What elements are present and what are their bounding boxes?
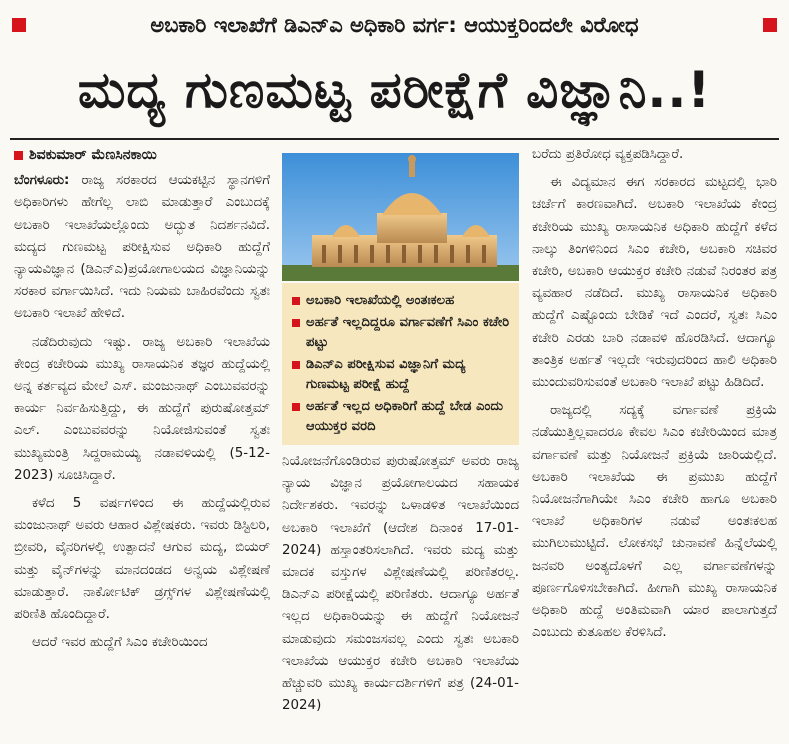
highlight-item <box>292 291 511 311</box>
dateline: ಬೆಂಗಳೂರು: <box>14 173 70 189</box>
paragraph: ಈ ವಿದ್ಯಮಾನ ಈಗ ಸರಕಾರದ ಮಟ್ಟದಲ್ಲಿ ಭಾರಿ ಚರ್ಚೆಗೆ ಕಾರಣವಾಗಿದೆ. ಅಬಕಾರಿ ಇಲಾಖೆಯ ಕೇಂದ್ರ ಕಚೇರಿಯ ಮುಖ್ಯ ರಾಸಾಯನಿಕ ಅಧಿಕಾರಿ ಹುದ್ದೆಗೆ ಕಳೆದ ನಾಲ್ಕು ತಿಂಗಳಿನಿಂದ ಸಿಎಂ ಕಚೇರಿ, ಅಬಕಾರಿ ಸಚಿವರ ಕಚೇರಿ, ಅಬಕಾರಿ ಆಯುಕ್ತರ ಕಚೇರಿ ನಡುವೆ ನಿರಂತರ ಪತ್ರ ವ್ಯವಹಾರ ನಡೆದಿದೆ. ಮುಖ್ಯ ರಾಸಾಯನಿಕ ಅಧಿಕಾರಿ ಹುದ್ದೆಗೆ ಎಷ್ಟೊಂದು ಬೇಡಿಕೆ ಇದೆ ಎಂದರೆ, ಸ್ವತಃ ಸಿಎಂ ಕಚೇರಿ ಎರಡು ಬಾರಿ ನಡಾವಳಿ ಹೊರಡಿಸಿದೆ. ಆದಾಗ್ಯೂ ತಾಂತ್ರಿಕ ಅರ್ಹತೆ ಇಲ್ಲದೇ ಇರುವುದರಿಂದ ಹಾಲಿ ಅಧಿಕಾರಿ ಮುಂದುವರಿಸುವಂತೆ ಅಬಕಾರಿ ಇಲಾಖೆ ಪಟ್ಟು ಹಿಡಿದಿದೆ. <box>532 175 777 391</box>
vidhana-soudha-photo <box>282 153 519 281</box>
highlight-item <box>292 313 511 353</box>
paragraph-text: ರಾಜ್ಯ ಸರಕಾರದ ಆಯಕಟ್ಟಿನ ಸ್ಥಾನಗಳಿಗೆ ಅಧಿಕಾರಿಗಳು ಹೇಗೆಲ್ಲ ಲಾಬಿ ಮಾಡುತ್ತಾರೆ ಎಂಬುದಕ್ಕೆ ಅಬಕಾರಿ ಇಲಾಖೆಯಲ್ಲೊಂದು ಅದ್ಭುತ ನಿದರ್ಶನವಿದೆ. ಮದ್ಯದ ಗುಣಮಟ್ಟ ಪರೀಕ್ಷಿಸುವ ಅಧಿಕಾರಿ ಹುದ್ದೆಗೆ ನ್ಯಾಯವಿಜ್ಞಾನ (ಡಿಎನ್ಎ)ಪ್ರಯೋಗಾಲಯದ ವಿಜ್ಞಾನಿಯನ್ನು ಸರಕಾರ ವರ್ಗಾಯಿಸಿದೆ. ಇದು ನಿಯಮ ಬಾಹಿರವೆಂದು ಸ್ವತಃ ಅಬಕಾರಿ ಇಲಾಖೆ ಹೇಳಿದೆ. <box>14 173 270 322</box>
highlights-box <box>282 283 519 445</box>
paragraph: ಕಳೆದ 5 ವರ್ಷಗಳಿಂದ ಈ ಹುದ್ದೆಯಲ್ಲಿರುವ ಮಂಜುನಾಥ್ ಅವರು ಆಹಾರ ವಿಶ್ಲೇಷಕರು. ಇವರು ಡಿಸ್ಟಿಲರಿ, ಬ್ರೀವರಿ, ವೈನರಿಗಳಲ್ಲಿ ಉತ್ಪಾದನೆ ಆಗುವ ಮದ್ಯ, ಬಿಯರ್ ಮತ್ತು ವೈನ್‌ಗಳನ್ನು ಮಾನದಂಡದ ಅನ್ವಯ ವಿಶ್ಲೇಷಣೆ ಮಾಡುತ್ತಾರೆ. ನಾರ್ಕೋಟಿಕ್ ಡ್ರಗ್ಸ್‌ಗಳ ವಿಶ್ಲೇಷಣೆಯಲ್ಲಿ ಪರಿಣಿತಿ ಹೊಂದಿದ್ದಾರೆ. <box>14 496 270 623</box>
headline: ಮದ್ಯ ಗುಣಮಟ್ಟ ಪರೀಕ್ಷೆಗೆ ವಿಜ್ಞಾನಿ..! <box>77 60 712 119</box>
paragraph: ನಡೆದಿರುವುದು ಇಷ್ಟು. ರಾಜ್ಯ ಅಬಕಾರಿ ಇಲಾಖೆಯ ಕೇಂದ್ರ ಕಚೇರಿಯ ಮುಖ್ಯ ರಾಸಾಯನಿಕ ತಜ್ಞರ ಹುದ್ದೆಯಲ್ಲಿ ಅನ್ನ ಕರ್ತವ್ಯದ ಮೇಲೆ ಎಸ್. ಮಂಜುನಾಥ್ ಎಂಬುವವರನ್ನು ಕಾರ್ಯ ನಿರ್ವಹಿಸುತ್ತಿದ್ದು, ಈ ಹುದ್ದೆಗೆ ಪುರುಷೋತ್ತಮ್ ಎಲ್. ಎಂಬುವವರನ್ನು ನಿಯೋಜಿಸುವಂತೆ ಸ್ವತಃ ಮುಖ್ಯಮಂತ್ರಿ ಸಿದ್ದರಾಮಯ್ಯ ನಡಾವಳಿಯಲ್ಲಿ (5-12-2023) ಸೂಚಿಸಿದ್ದಾರೆ. <box>14 334 270 483</box>
red-square-icon <box>292 297 300 305</box>
red-square-icon <box>763 18 777 32</box>
highlight-text: ಅಬಕಾರಿ ಇಲಾಖೆಯಲ್ಲಿ ಅಂತಃಕಲಹ <box>306 293 455 308</box>
red-square-icon <box>292 319 300 327</box>
red-square-icon <box>292 361 300 369</box>
highlight-text: ಡಿಎನ್ಎ ಪರೀಕ್ಷಿಸುವ ವಿಜ್ಞಾನಿಗೆ ಮದ್ಯ ಗುಣಮಟ್ಟ ಪರೀಕ್ಷೆ ಹುದ್ದೆ <box>306 357 466 392</box>
kicker-text: ಅಬಕಾರಿ ಇಲಾಖೆಗೆ ಡಿಎನ್ಎ ಅಧಿಕಾರಿ ವರ್ಗ: ಆಯುಕ್ತರಿಂದಲೇ ವಿರೋಧ <box>150 12 639 37</box>
highlight-item <box>292 397 511 437</box>
byline <box>14 144 270 166</box>
paragraph: ನಿಯೋಜನೆಗೊಂಡಿರುವ ಪುರುಷೋತ್ತಮ್ ಅವರು ರಾಜ್ಯ ನ್ಯಾಯ ವಿಜ್ಞಾನ ಪ್ರಯೋಗಾಲಯದ ಸಹಾಯಕ ನಿರ್ದೇಶಕರು. ಇವರನ್ನು ಒಳಾಡಳಿತ ಇಲಾಖೆಯಿಂದ ಅಬಕಾರಿ ಇಲಾಖೆಗೆ (ಆದೇಶ ದಿನಾಂಕ 17-01-2024) ಹಸ್ತಾಂತರಿಸಲಾಗಿದೆ. ಇವರು ಮದ್ಯ ಮತ್ತು ಮಾದಕ ವಸ್ತುಗಳ ವಿಶ್ಲೇಷಣೆಯಲ್ಲಿ ಪರಿಣಿತರಲ್ಲ. ಡಿಎನ್ಎ ಪರೀಕ್ಷೆಯಲ್ಲಿ ಪರಿಣಿತರು. ಆದಾಗ್ಯೂ ಅರ್ಹತೆ ಇಲ್ಲದ ಅಧಿಕಾರಿಯನ್ನು ಈ ಹುದ್ದೆಗೆ ನಿಯೋಜನೆ ಮಾಡುವುದು ಸಮಂಜಸವಲ್ಲ ಎಂದು ಸ್ವತಃ ಅಬಕಾರಿ ಇಲಾಖೆಯ ಆಯುಕ್ತರ ಕಚೇರಿ ಅಬಕಾರಿ ಇಲಾಖೆಯ ಹೆಚ್ಚುವರಿ ಮುಖ್ಯ ಕಾರ್ಯದರ್ಶಿಗಳಿಗೆ ಪತ್ರ (24-01-2024) <box>282 454 519 714</box>
article-column-1 <box>14 144 270 740</box>
byline-author: ಶಿವಕುಮಾರ್ ಮೆಣಸಿನಕಾಯಿ <box>29 147 157 163</box>
divider <box>10 138 779 140</box>
highlight-item <box>292 355 511 395</box>
vidhana-soudha-image <box>282 153 519 281</box>
paragraph: ಆದರೆ ಇವರ ಹುದ್ದೆಗೆ ಸಿಎಂ ಕಚೇರಿಯಿಂದ <box>32 635 208 651</box>
article-column-2 <box>282 451 519 740</box>
article-column-3 <box>532 144 777 740</box>
paragraph: ಬರೆದು ಪ್ರತಿರೋಧ ವ್ಯಕ್ತಪಡಿಸಿದ್ದಾರೆ. <box>532 147 684 162</box>
kicker <box>12 8 777 42</box>
red-square-icon <box>12 18 26 32</box>
red-square-icon <box>14 151 23 160</box>
paragraph <box>14 170 270 325</box>
red-square-icon <box>292 403 300 411</box>
highlight-text: ಅರ್ಹತೆ ಇಲ್ಲದಿದ್ದರೂ ವರ್ಗಾವಣೆಗೆ ಸಿಎಂ ಕಚೇರಿ ಪಟ್ಟು <box>306 315 510 350</box>
highlight-text: ಅರ್ಹತೆ ಇಲ್ಲದ ಅಧಿಕಾರಿಗೆ ಹುದ್ದೆ ಬೇಡ ಎಂದು ಆಯುಕ್ತರ ವರದಿ <box>306 399 504 434</box>
paragraph: ರಾಜ್ಯದಲ್ಲಿ ಸದ್ಯಕ್ಕೆ ವರ್ಗಾವಣೆ ಪ್ರಕ್ರಿಯೆ ನಡೆಯುತ್ತಿಲ್ಲವಾದರೂ ಕೇವಲ ಸಿಎಂ ಕಚೇರಿಯಿಂದ ಮಾತ್ರ ವರ್ಗಾವಣೆ ಮತ್ತು ನಿಯೋಜನೆ ಪ್ರಕ್ರಿಯೆ ಜಾರಿಯಲ್ಲಿದೆ. ಅಬಕಾರಿ ಇಲಾಖೆಯ ಈ ಪ್ರಮುಖ ಹುದ್ದೆಗೆ ನಿಯೋಜನೆಗಾಗಿಯೇ ಸಿಎಂ ಕಚೇರಿ ಹಾಗೂ ಅಬಕಾರಿ ಇಲಾಖೆ ಅಧಿಕಾರಿಗಳ ನಡುವೆ ಅಂತಃಕಲಹ ಮುಗಿಲುಮುಟ್ಟಿದೆ. ಲೋಕಸಭೆ ಚುನಾವಣೆ ಹಿನ್ನೆಲೆಯಲ್ಲಿ ಜನವರಿ ಅಂತ್ಯದೊಳಗೆ ಎಲ್ಲ ವರ್ಗಾವಣೆಗಳನ್ನು ಪೂರ್ಣಗೊಳಿಸಬೇಕಾಗಿದೆ. ಹೀಗಾಗಿ ಮುಖ್ಯ ರಾಸಾಯನಿಕ ಅಧಿಕಾರಿ ಹುದ್ದೆ ಅಂತಿಮವಾಗಿ ಯಾರ ಪಾಲಾಗುತ್ತದೆ ಎಂಬುದು ಕುತೂಹಲ ಕೆರಳಿಸಿದೆ. <box>532 403 777 641</box>
